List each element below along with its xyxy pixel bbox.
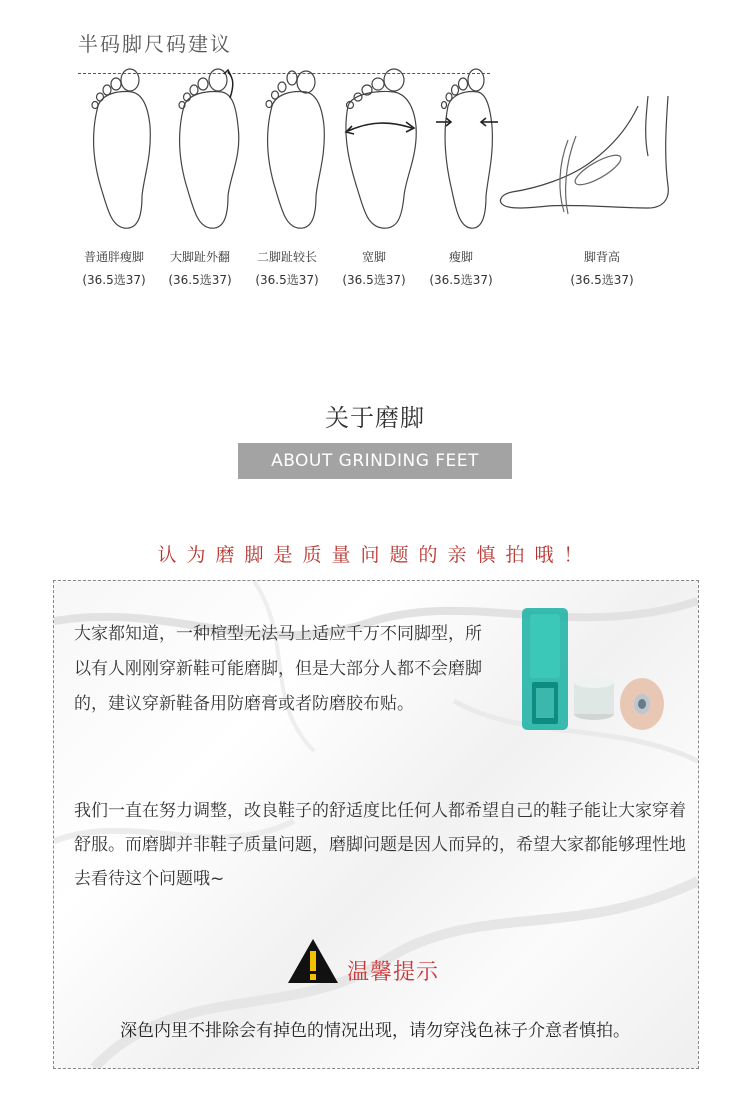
foot-label-regular: 普通胖瘦脚	[83, 250, 144, 264]
intro-paragraph: 大家都知道，一种楦型无法马上适应千万不同脚型，所以有人刚刚穿新鞋可能磨脚，但是大部分人都不会磨脚的，建议穿新鞋备用防磨膏或者防磨胶布贴。	[74, 624, 482, 714]
foot-label-slim: 瘦脚	[448, 250, 473, 264]
foot-high-instep-icon	[500, 96, 668, 214]
foot-label-bunion: 大脚趾外翻	[169, 250, 230, 264]
foot-label-high-instep: 脚背高	[583, 250, 620, 264]
warning-icon	[286, 937, 340, 985]
foot-wide-icon	[346, 69, 416, 228]
about-title: 关于磨脚	[325, 404, 425, 432]
foot-slim-icon	[436, 69, 498, 228]
warning-title: 温馨提示	[347, 960, 440, 985]
foot-rec-high-instep: (36.5选37)	[570, 273, 634, 287]
anti-blister-product-image	[516, 604, 692, 736]
foot-long-second-toe-icon	[266, 71, 324, 228]
explanation-paragraph: 我们一直在努力调整，改良鞋子的舒适度比任何人都希望自己的鞋子能让大家穿着舒服。而磨脚并非鞋子质量问题，磨脚问题是因人而异的，希望大家都能够理性地去看待这个问题哦~	[74, 801, 686, 889]
foot-label-wide: 宽脚	[361, 250, 386, 264]
foot-rec-bunion: (36.5选37)	[168, 273, 232, 287]
feet-illustrations	[60, 66, 700, 241]
foot-rec-long-toe: (36.5选37)	[255, 273, 319, 287]
red-headline: 认为磨脚是质量问题的亲慎拍哦！	[157, 544, 593, 566]
foot-rec-slim: (36.5选37)	[429, 273, 493, 287]
foot-rec-regular: (36.5选37)	[82, 273, 146, 287]
foot-regular-icon	[92, 69, 150, 228]
foot-bunion-icon	[179, 69, 239, 228]
color-fade-notice: 深色内里不排除会有掉色的情况出现，请勿穿浅色袜子介意者慎拍。	[120, 1021, 630, 1041]
about-subtitle-bar: ABOUT GRINDING FEET	[238, 443, 512, 479]
foot-rec-wide: (36.5选37)	[342, 273, 406, 287]
foot-label-long-toe: 二脚趾较长	[256, 250, 317, 264]
size-section-title: 半码脚尺码建议	[78, 32, 232, 56]
